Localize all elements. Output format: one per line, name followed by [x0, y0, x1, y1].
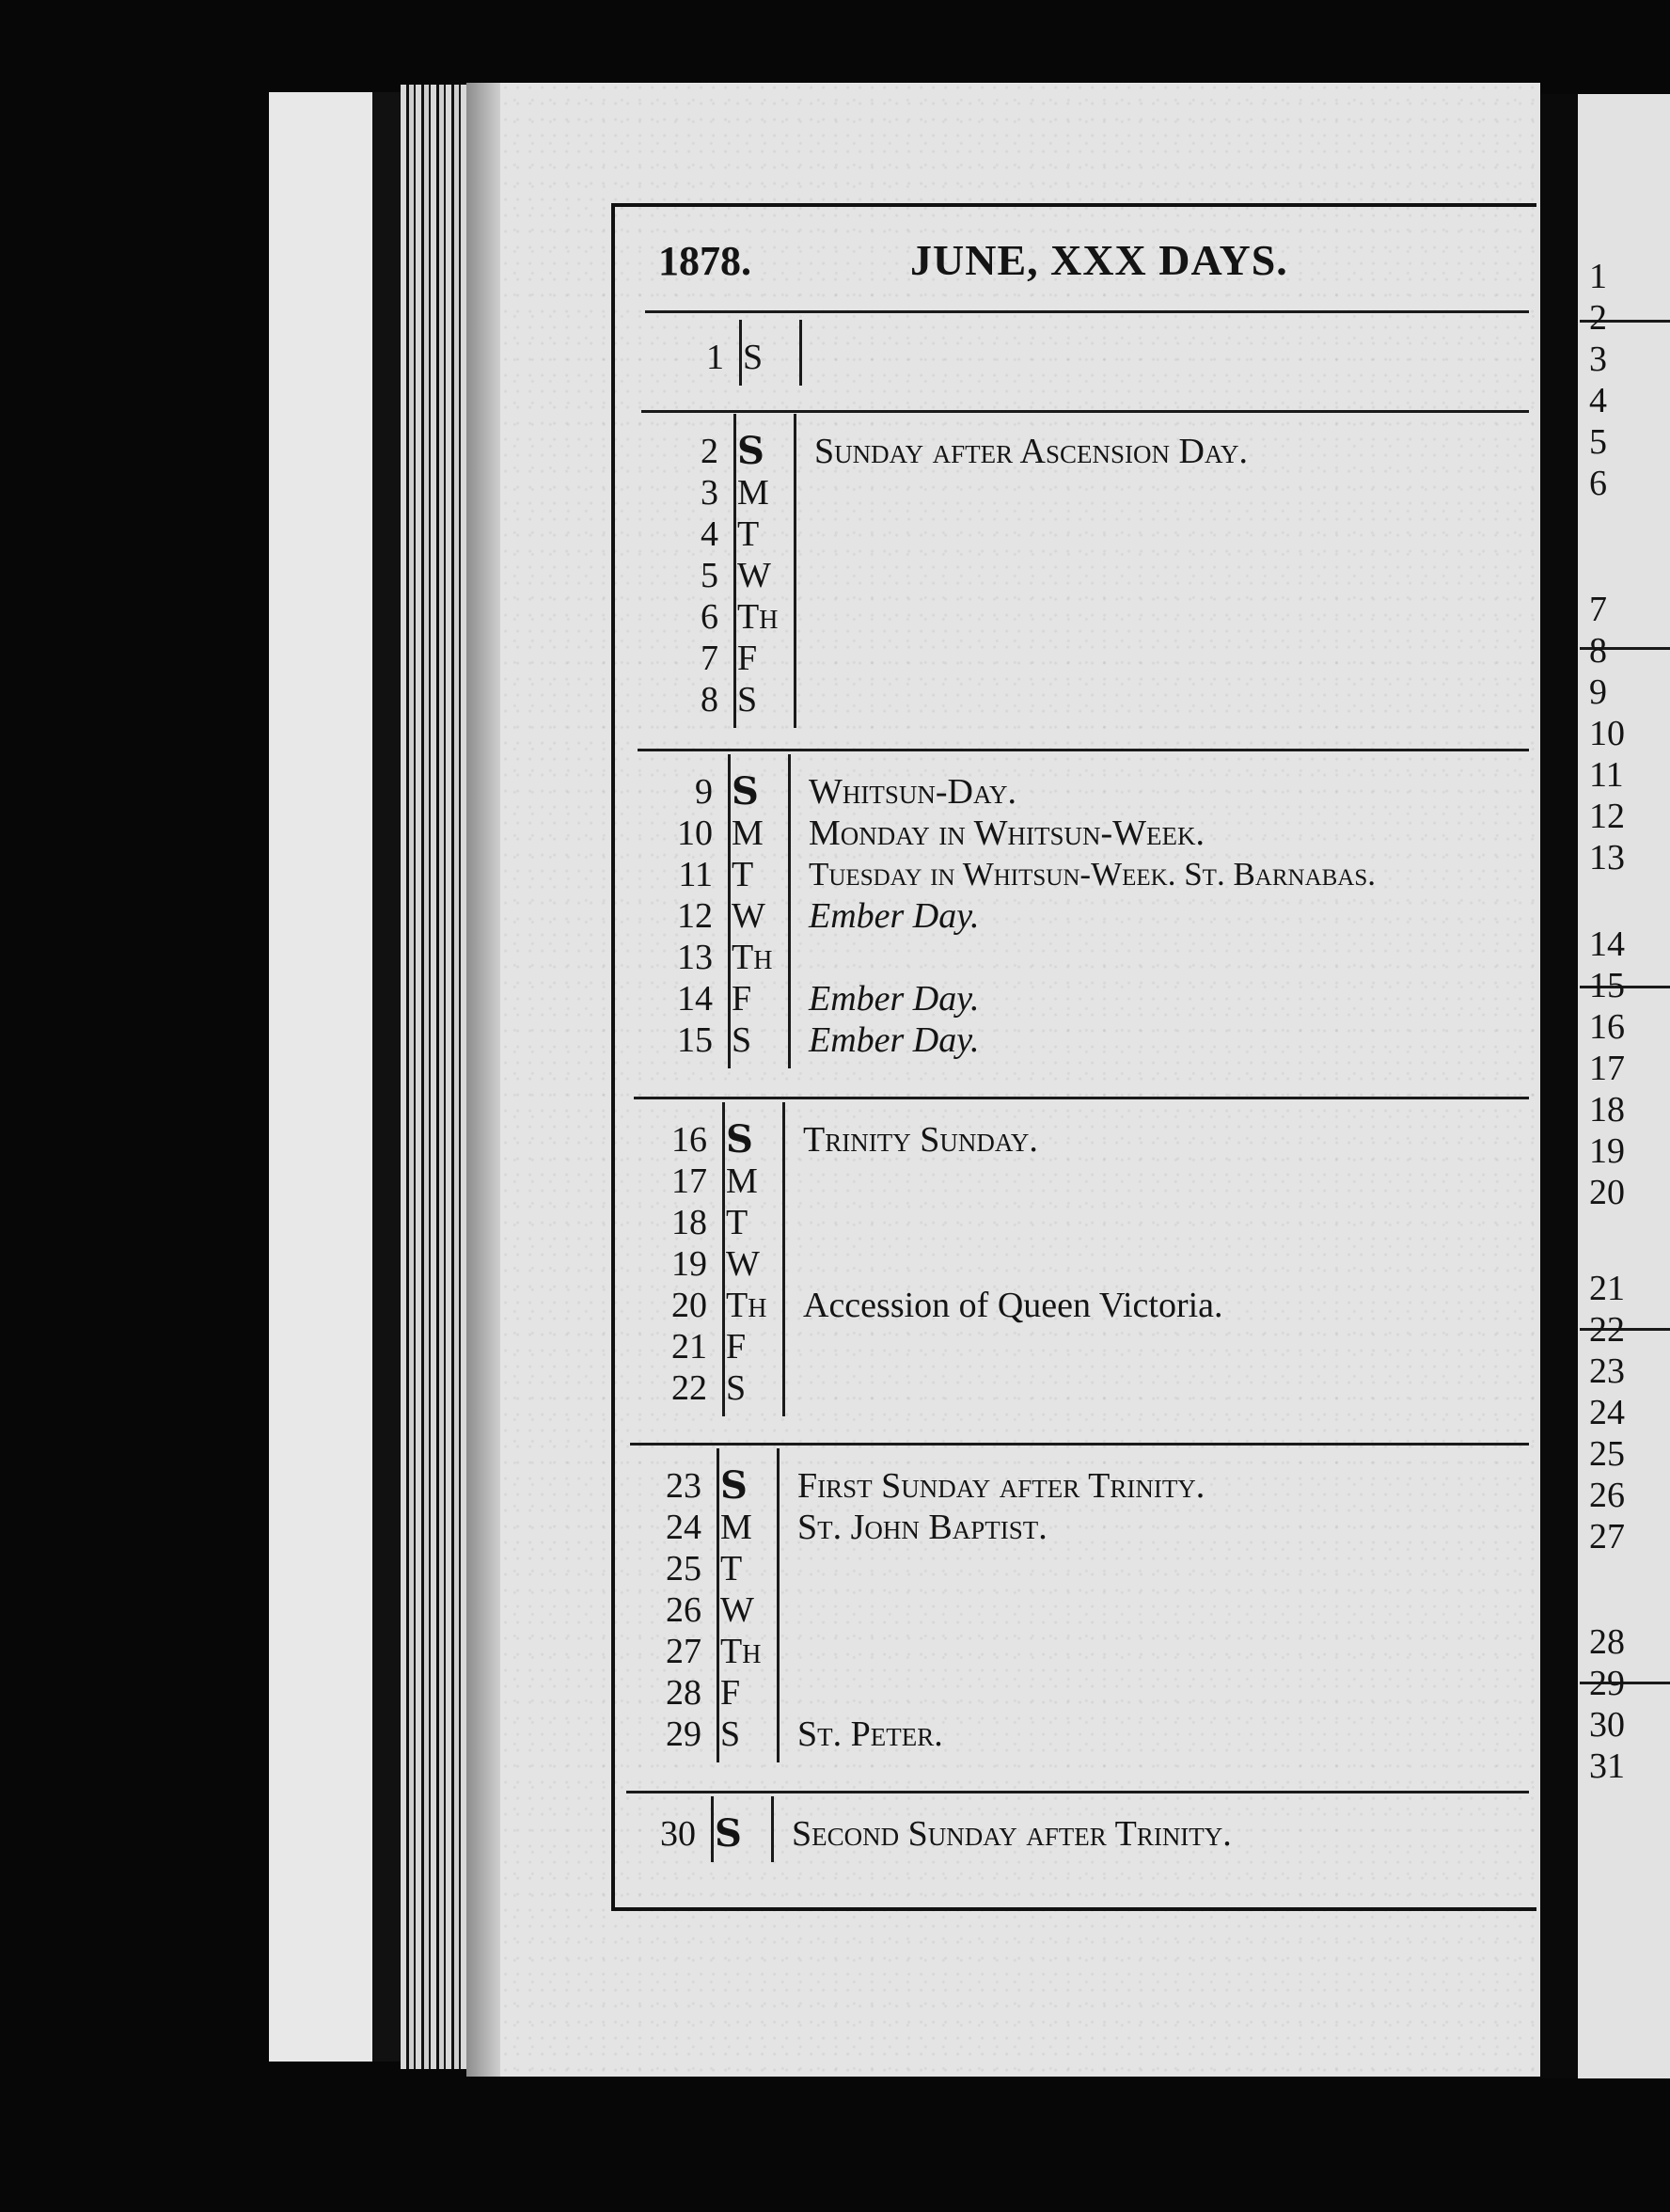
day-observance: Trinity Sunday.: [803, 1120, 1038, 1160]
column-separator: [739, 320, 742, 386]
weekday-letter: T: [720, 1549, 743, 1588]
weekday-letter: W: [726, 1244, 760, 1284]
column-separator: [777, 1448, 780, 1762]
day-observance: Second Sunday after Trinity.: [792, 1814, 1232, 1854]
sunday-letter: S: [737, 429, 764, 473]
weekday-letter: W: [737, 556, 771, 595]
next-page-day-number: 6: [1589, 464, 1607, 503]
next-page-day-number: 12: [1589, 797, 1625, 836]
page-fold: [466, 83, 500, 2077]
weekday-letter: S: [737, 680, 758, 719]
day-number: 22: [671, 1368, 707, 1408]
next-page-day-number: 15: [1589, 966, 1625, 1005]
year-heading: 1878.: [658, 238, 751, 284]
day-number: 27: [666, 1632, 701, 1671]
day-number: 24: [666, 1508, 701, 1547]
week-divider: [641, 410, 1529, 413]
day-number: 14: [677, 979, 713, 1019]
sunday-letter: S: [732, 769, 759, 814]
weekday-letter: M: [720, 1508, 752, 1547]
column-separator: [782, 1102, 785, 1416]
weekday-letter: F: [732, 979, 752, 1019]
day-number: 25: [666, 1549, 701, 1588]
day-number: 20: [671, 1286, 707, 1325]
weekday-letter: M: [737, 473, 769, 513]
next-page-day-number: 5: [1589, 422, 1607, 462]
next-page-day-number: 19: [1589, 1131, 1625, 1171]
week-divider: [638, 749, 1529, 751]
day-number: 3: [701, 473, 718, 513]
day-number: 13: [677, 938, 713, 977]
next-page-day-number: 28: [1589, 1622, 1625, 1662]
weekday-letter: F: [720, 1673, 741, 1713]
next-page-day-number: 2: [1589, 298, 1607, 338]
next-page-day-number: 26: [1589, 1476, 1625, 1515]
weekday-letter: T: [737, 514, 760, 554]
next-page-day-number: 18: [1589, 1090, 1625, 1130]
day-number: 9: [695, 772, 713, 812]
day-observance: Accession of Queen Victoria.: [803, 1286, 1223, 1325]
day-observance: Ember Day.: [809, 896, 980, 936]
day-number: 15: [677, 1020, 713, 1060]
next-page-fragment: [1578, 94, 1670, 2078]
next-page-day-number: 8: [1589, 631, 1607, 671]
next-page-day-number: 16: [1589, 1007, 1625, 1047]
weekday-letter: M: [726, 1161, 758, 1201]
book-edge: [269, 92, 372, 2062]
next-page-day-number: 20: [1589, 1173, 1625, 1212]
week-divider: [645, 310, 1529, 313]
book-gutter: [1540, 94, 1578, 2078]
next-page-day-number: 10: [1589, 714, 1625, 753]
day-observance: Ember Day.: [809, 979, 980, 1019]
day-number: 16: [671, 1120, 707, 1160]
next-page-day-number: 24: [1589, 1393, 1625, 1432]
day-observance: Tuesday in Whitsun-Week. St. Barnabas.: [809, 856, 1377, 893]
next-page-day-number: 23: [1589, 1351, 1625, 1391]
next-page-day-number: 7: [1589, 590, 1607, 629]
next-page-day-number: 4: [1589, 381, 1607, 420]
day-number: 30: [660, 1814, 696, 1854]
day-number: 4: [701, 514, 718, 554]
weekday-letter: TH: [720, 1632, 762, 1671]
next-page-day-number: 21: [1589, 1269, 1625, 1308]
weekday-letter: W: [732, 896, 765, 936]
day-number: 18: [671, 1203, 707, 1242]
weekday-letter: S: [743, 338, 764, 377]
weekday-letter: S: [726, 1368, 747, 1408]
weekday-letter: T: [726, 1203, 748, 1242]
day-observance: Ember Day.: [809, 1020, 980, 1060]
day-observance: St. John Baptist.: [797, 1508, 1048, 1547]
next-page-day-number: 22: [1589, 1310, 1625, 1350]
column-separator: [794, 414, 796, 728]
month-title: JUNE, XXX DAYS.: [910, 236, 1288, 284]
day-number: 6: [701, 597, 718, 637]
day-number: 2: [701, 432, 718, 471]
column-separator: [728, 754, 731, 1068]
day-number: 26: [666, 1590, 701, 1630]
weekday-letter: TH: [732, 938, 773, 977]
day-observance: St. Peter.: [797, 1714, 943, 1754]
day-number: 23: [666, 1466, 701, 1506]
next-page-day-number: 29: [1589, 1664, 1625, 1703]
day-observance: Monday in Whitsun-Week.: [809, 814, 1205, 853]
next-page-day-number: 17: [1589, 1049, 1625, 1088]
next-page-day-number: 14: [1589, 924, 1625, 964]
next-page-day-number: 27: [1589, 1517, 1625, 1556]
next-page-day-number: 31: [1589, 1746, 1625, 1786]
column-separator: [771, 1796, 774, 1862]
next-page-day-number: 25: [1589, 1434, 1625, 1474]
weekday-letter: F: [726, 1327, 747, 1367]
next-page-day-number: 30: [1589, 1705, 1625, 1745]
next-page-day-number: 9: [1589, 672, 1607, 712]
column-separator: [788, 754, 791, 1068]
column-separator: [799, 320, 802, 386]
day-number: 8: [701, 680, 718, 719]
day-number: 17: [671, 1161, 707, 1201]
week-divider: [634, 1097, 1529, 1099]
weekday-letter: M: [732, 814, 764, 853]
day-number: 1: [706, 338, 724, 377]
day-number: 19: [671, 1244, 707, 1284]
weekday-letter: W: [720, 1590, 754, 1630]
day-number: 10: [677, 814, 713, 853]
day-observance: First Sunday after Trinity.: [797, 1466, 1205, 1506]
weekday-letter: T: [732, 855, 754, 894]
sunday-letter: S: [715, 1811, 742, 1856]
day-number: 12: [677, 896, 713, 936]
column-separator: [722, 1102, 725, 1416]
weekday-letter: S: [732, 1020, 752, 1060]
week-divider: [630, 1443, 1529, 1446]
day-number: 7: [701, 639, 718, 678]
week-divider: [626, 1791, 1529, 1793]
next-page-day-number: 13: [1589, 838, 1625, 877]
page-stack: [401, 85, 466, 2069]
next-page-day-number: 11: [1589, 755, 1624, 795]
column-separator: [717, 1448, 719, 1762]
sunday-letter: S: [726, 1117, 753, 1161]
column-separator: [733, 414, 736, 728]
book-edge-shadow: [372, 92, 401, 2062]
column-separator: [711, 1796, 714, 1862]
weekday-letter: TH: [726, 1286, 767, 1325]
day-number: 5: [701, 556, 718, 595]
day-number: 29: [666, 1714, 701, 1754]
day-observance: Whitsun-Day.: [809, 772, 1016, 812]
weekday-letter: F: [737, 639, 758, 678]
sunday-letter: S: [720, 1463, 748, 1508]
weekday-letter: S: [720, 1714, 741, 1754]
weekday-letter: TH: [737, 597, 779, 637]
next-page-day-number: 3: [1589, 340, 1607, 379]
day-observance: Sunday after Ascension Day.: [814, 432, 1248, 471]
next-page-day-number: 1: [1589, 257, 1607, 296]
day-number: 28: [666, 1673, 701, 1713]
day-number: 11: [678, 855, 713, 894]
day-number: 21: [671, 1327, 707, 1367]
